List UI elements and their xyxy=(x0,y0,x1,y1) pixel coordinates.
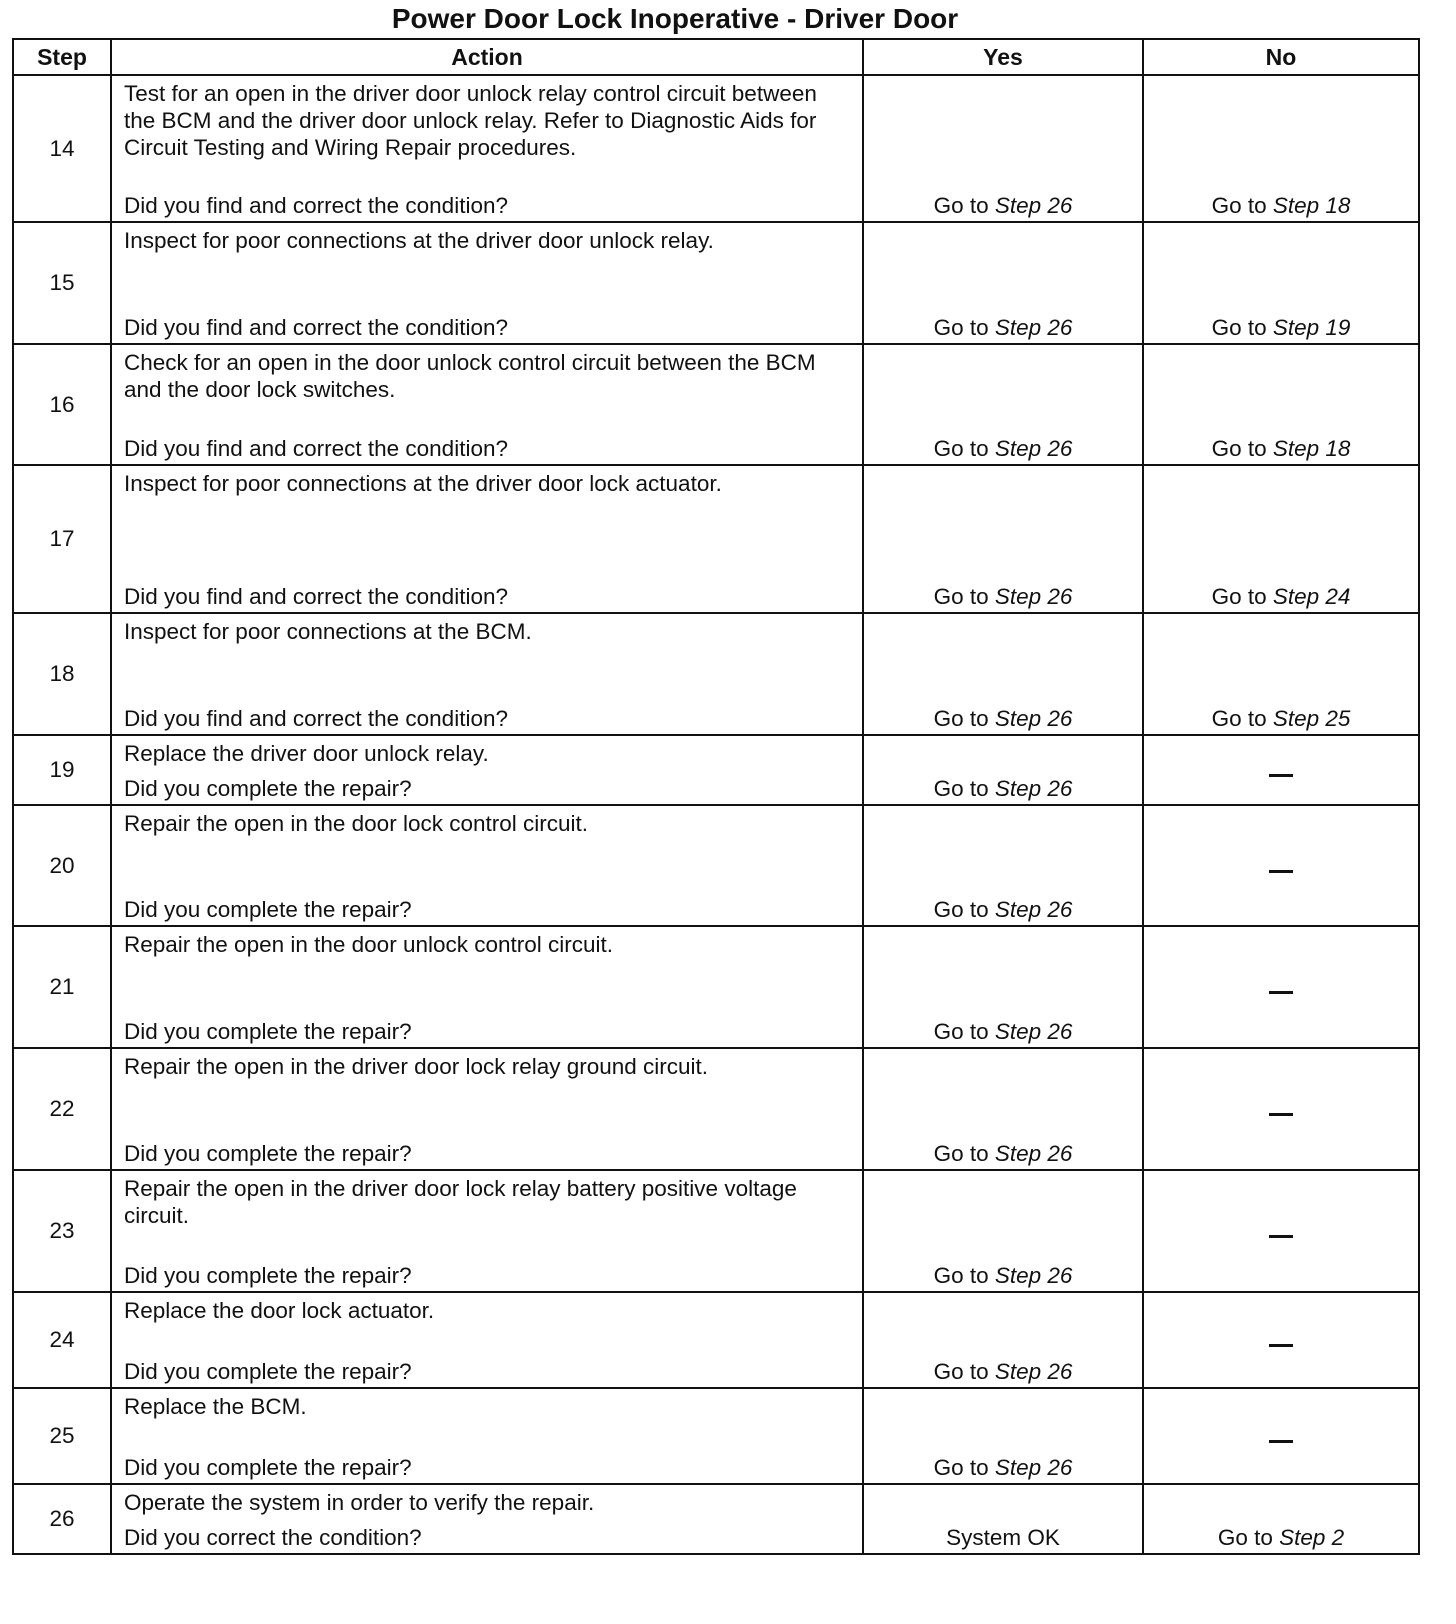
yes-answer[interactable]: Go to Step 26 xyxy=(933,1455,1073,1480)
action-cell xyxy=(111,735,863,805)
table-row xyxy=(13,1388,1419,1484)
yes-cell xyxy=(863,75,1143,222)
yes-answer: System OK xyxy=(946,1525,1060,1550)
yes-step-link[interactable]: Step 26 xyxy=(994,1455,1073,1480)
no-cell xyxy=(1143,1388,1419,1484)
table-row xyxy=(13,735,1419,805)
yes-answer[interactable]: Go to Step 26 xyxy=(933,1359,1073,1384)
action-description: Repair the open in the door lock control circuit. xyxy=(124,811,588,836)
yes-step-link[interactable]: Step 26 xyxy=(994,897,1073,922)
header-row xyxy=(13,39,1419,75)
yes-cell xyxy=(863,1048,1143,1170)
yes-cell xyxy=(863,805,1143,926)
yes-cell xyxy=(863,344,1143,465)
no-step-link[interactable]: Step 2 xyxy=(1279,1525,1345,1550)
action-question: Did you find and correct the condition? xyxy=(124,436,508,461)
yes-cell xyxy=(863,1292,1143,1388)
no-step-link[interactable]: Step 24 xyxy=(1272,584,1351,609)
no-answer[interactable]: Go to Step 24 xyxy=(1211,584,1351,609)
no-answer-dash xyxy=(1144,974,1418,1000)
no-step-link[interactable]: Step 18 xyxy=(1272,436,1351,461)
table-row xyxy=(13,75,1419,222)
action-cell xyxy=(111,222,863,344)
yes-cell xyxy=(863,1388,1143,1484)
yes-cell xyxy=(863,926,1143,1048)
action-cell xyxy=(111,75,863,222)
action-question: Did you correct the condition? xyxy=(124,1525,422,1550)
no-answer[interactable]: Go to Step 2 xyxy=(1217,1525,1345,1550)
yes-cell xyxy=(863,1484,1143,1554)
no-cell xyxy=(1143,75,1419,222)
table-row xyxy=(13,805,1419,926)
no-step-link[interactable]: Step 19 xyxy=(1272,315,1351,340)
action-cell xyxy=(111,344,863,465)
no-answer[interactable]: Go to Step 19 xyxy=(1211,315,1351,340)
table-row xyxy=(13,926,1419,1048)
action-cell xyxy=(111,613,863,735)
yes-answer[interactable]: Go to Step 26 xyxy=(933,1263,1073,1288)
step-number: 25 xyxy=(13,1388,111,1484)
dash-icon xyxy=(1269,774,1293,777)
action-question: Did you complete the repair? xyxy=(124,1263,412,1288)
page-title: Power Door Lock Inoperative - Driver Door xyxy=(391,3,959,34)
yes-step-link[interactable]: Step 26 xyxy=(994,584,1073,609)
dash-icon xyxy=(1269,1113,1293,1116)
action-description: Test for an open in the driver door unlock relay control circuit between the BCM and the driver door unlock relay. Refer to Diagnostic Aids for Circuit Testing and Wiring Repair procedures. xyxy=(124,81,817,160)
action-cell xyxy=(111,1388,863,1484)
step-number: 17 xyxy=(13,465,111,613)
yes-cell xyxy=(863,735,1143,805)
action-question: Did you complete the repair? xyxy=(124,1455,412,1480)
action-cell xyxy=(111,805,863,926)
no-cell xyxy=(1143,1170,1419,1292)
no-answer-dash xyxy=(1144,1096,1418,1122)
yes-step-link[interactable]: Step 26 xyxy=(994,776,1073,801)
no-cell xyxy=(1143,344,1419,465)
action-description: Repair the open in the door unlock control circuit. xyxy=(124,932,614,957)
step-number: 22 xyxy=(13,1048,111,1170)
yes-cell xyxy=(863,222,1143,344)
header-step: Step xyxy=(13,39,111,75)
no-cell xyxy=(1143,222,1419,344)
no-answer-dash xyxy=(1144,757,1418,783)
action-description: Replace the BCM. xyxy=(124,1394,307,1419)
action-description: Operate the system in order to verify the repair. xyxy=(124,1490,595,1515)
table-row xyxy=(13,613,1419,735)
action-question: Did you complete the repair? xyxy=(124,776,412,801)
step-number: 23 xyxy=(13,1170,111,1292)
yes-answer[interactable]: Go to Step 26 xyxy=(933,1141,1073,1166)
table-row xyxy=(13,465,1419,613)
yes-step-link[interactable]: Step 26 xyxy=(994,1359,1073,1384)
yes-step-link[interactable]: Step 26 xyxy=(994,1263,1073,1288)
no-answer-dash xyxy=(1144,1218,1418,1244)
action-cell xyxy=(111,1048,863,1170)
table-row xyxy=(13,1170,1419,1292)
yes-answer[interactable]: Go to Step 26 xyxy=(933,706,1073,731)
no-cell xyxy=(1143,1484,1419,1554)
no-answer[interactable]: Go to Step 25 xyxy=(1211,706,1351,731)
yes-cell xyxy=(863,613,1143,735)
action-cell xyxy=(111,465,863,613)
no-cell xyxy=(1143,1292,1419,1388)
no-answer-dash xyxy=(1144,853,1418,879)
no-cell xyxy=(1143,926,1419,1048)
no-answer-dash xyxy=(1144,1423,1418,1449)
action-question: Did you complete the repair? xyxy=(124,897,412,922)
action-description: Repair the open in the driver door lock relay ground circuit. xyxy=(124,1054,709,1079)
step-number: 16 xyxy=(13,344,111,465)
yes-answer[interactable]: Go to Step 26 xyxy=(933,315,1073,340)
no-cell xyxy=(1143,735,1419,805)
yes-step-link[interactable]: Step 26 xyxy=(994,315,1073,340)
action-description: Inspect for poor connections at the driver door unlock relay. xyxy=(124,228,714,253)
table-row xyxy=(13,344,1419,465)
step-number: 24 xyxy=(13,1292,111,1388)
yes-answer[interactable]: Go to Step 26 xyxy=(933,897,1073,922)
action-description: Replace the driver door unlock relay. xyxy=(124,741,489,766)
no-cell xyxy=(1143,1048,1419,1170)
yes-step-link[interactable]: Step 26 xyxy=(994,1019,1073,1044)
table-row xyxy=(13,1292,1419,1388)
no-step-link[interactable]: Step 25 xyxy=(1272,706,1351,731)
yes-step-link[interactable]: Step 26 xyxy=(994,436,1073,461)
action-description: Repair the open in the driver door lock relay battery positive voltage circuit. xyxy=(124,1176,797,1228)
dash-icon xyxy=(1269,991,1293,994)
yes-answer[interactable]: Go to Step 26 xyxy=(933,584,1073,609)
action-question: Did you complete the repair? xyxy=(124,1019,412,1044)
yes-cell xyxy=(863,1170,1143,1292)
action-cell xyxy=(111,1292,863,1388)
dash-icon xyxy=(1269,1235,1293,1238)
yes-answer[interactable]: Go to Step 26 xyxy=(933,436,1073,461)
step-number: 14 xyxy=(13,75,111,222)
action-question: Did you find and correct the condition? xyxy=(124,193,508,218)
yes-answer[interactable]: Go to Step 26 xyxy=(933,776,1073,801)
action-description: Check for an open in the door unlock control circuit between the BCM and the door lock switches. xyxy=(124,350,816,402)
action-cell xyxy=(111,1484,863,1554)
action-question: Did you complete the repair? xyxy=(124,1359,412,1384)
diagnostic-table xyxy=(12,38,1420,1555)
no-answer[interactable]: Go to Step 18 xyxy=(1211,193,1351,218)
yes-cell xyxy=(863,465,1143,613)
yes-answer[interactable]: Go to Step 26 xyxy=(933,193,1073,218)
action-cell xyxy=(111,1170,863,1292)
action-description: Inspect for poor connections at the BCM. xyxy=(124,619,532,644)
action-question: Did you find and correct the condition? xyxy=(124,584,508,609)
action-question: Did you find and correct the condition? xyxy=(124,706,508,731)
dash-icon xyxy=(1269,870,1293,873)
yes-step-link[interactable]: Step 26 xyxy=(994,193,1073,218)
no-cell xyxy=(1143,465,1419,613)
table-row xyxy=(13,1048,1419,1170)
step-number: 18 xyxy=(13,613,111,735)
dash-icon xyxy=(1269,1440,1293,1443)
action-description: Replace the door lock actuator. xyxy=(124,1298,435,1323)
yes-step-link[interactable]: Step 26 xyxy=(994,706,1073,731)
step-number: 20 xyxy=(13,805,111,926)
step-number: 15 xyxy=(13,222,111,344)
header-no: No xyxy=(1143,39,1419,75)
yes-step-link[interactable]: Step 26 xyxy=(994,1141,1073,1166)
action-question: Did you complete the repair? xyxy=(124,1141,412,1166)
no-answer-dash xyxy=(1144,1327,1418,1353)
no-cell xyxy=(1143,613,1419,735)
header-yes: Yes xyxy=(863,39,1143,75)
table-row xyxy=(13,1484,1419,1554)
dash-icon xyxy=(1269,1344,1293,1347)
action-question: Did you find and correct the condition? xyxy=(124,315,508,340)
yes-answer[interactable]: Go to Step 26 xyxy=(933,1019,1073,1044)
step-number: 19 xyxy=(13,735,111,805)
step-number: 26 xyxy=(13,1484,111,1554)
no-answer[interactable]: Go to Step 18 xyxy=(1211,436,1351,461)
table-row xyxy=(13,222,1419,344)
action-cell xyxy=(111,926,863,1048)
action-description: Inspect for poor connections at the driver door lock actuator. xyxy=(124,471,722,496)
step-number: 21 xyxy=(13,926,111,1048)
no-cell xyxy=(1143,805,1419,926)
header-action: Action xyxy=(111,39,863,75)
no-step-link[interactable]: Step 18 xyxy=(1272,193,1351,218)
